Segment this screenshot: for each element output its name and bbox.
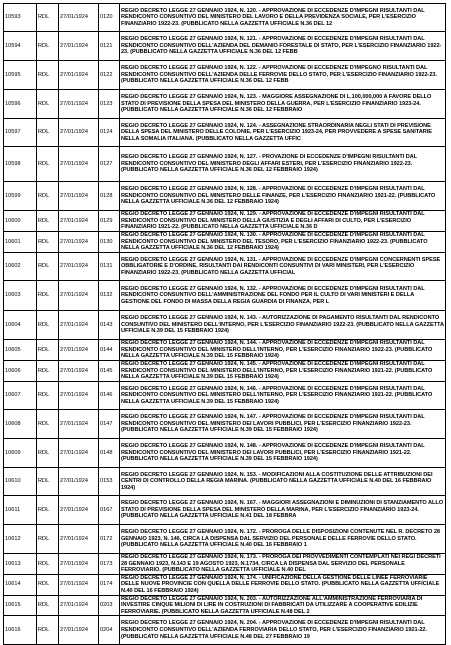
act-page: 0131 [99,253,120,281]
record-number: 10615 [4,595,37,616]
act-page: 0146 [99,382,120,410]
record-number: 10609 [4,439,37,468]
act-title: REGIO DECRETO LEGGE 27 GENNAIO 1924, N. 203. - AUTORIZZAZIONE ALL'AMMINISTRAZIONE FERROVIARIA DI INVESTIRE CINQUE MILIONI DI LIRE IN COSTRUZIONI DI FABBRICATI DA UTILIZZARE A COOPERATIVE EDILIZIE FERROVIARIE. (PUBBLICATO NELLA GAZZETTA UFFICIALE N.48 DEL 2 [120,595,446,616]
act-page: 0167 [99,496,120,525]
table-row [4,361,446,382]
act-title: REGIO DECRETO LEGGE 27 GENNAIO 1924, N. 120. - APPROVAZIONE DI ECCEDENZE D'IMPEGNI RISULTANTI DAL RENDICONTO CONSUNTIVO DEL MINISTERO DEL LAVORO E DELLA PREVIDENZA SOCIALE, PER L'ESERCIZIO FINANZIARIO 1922-23. (PUBBLICATO NELLA GAZZETTA UFFICIALE N.36 DEL 12 [120,4,446,32]
act-title: REGIO DECRETO LEGGE 27 GENNAIO 1924, N. 122. - APPROVAZIONE DI ECCEDENZE D'IMPEGNO RISULTANTI DAL RENDICONTO CONSUNTIVO DELL'AZIENDA DELLE FERROVIE DELLO STATO, PER L'ESERCIZIO FINANZIARIO 1922-23. (PUBBLICATO NELLA GAZZETTA UFFICIALE N.36 DEL 12 FEBB [120,61,446,90]
record-number: 10597 [4,119,37,147]
act-date: 27/01/1924 [59,525,99,554]
act-page: 0204 [99,616,120,645]
act-title: REGIO DECRETO LEGGE 27 GENNAIO 1924, N. 127. - PROVAZIONE DI ECCEDENZE D'IMPEGNI RISULTANTI DAL RENDICONTO CONSUNTIVO DEL MINISTERO DEGLI AFFARI ESTERI, PER L'ESERCIZIO FINANZIARIO 1922-23. (PUBBLICATO NELLA GAZZETTA UFFICIALE N.36 DEL 12 FEBBRAIO 1924) [120,147,446,182]
act-date: 27/01/1924 [59,32,99,61]
act-title: REGIO DECRETO LEGGE 27 GENNAIO 1924, N. 167. - MAGGIORI ASSEGNAZIONI E DIMINUZIONI DI STANZIAMENTO ALLO STATO DI PREVISIONE DELLA SPESA DEL MINISTERO DELLA MARINA, PER L'ESERCIZIO FINANZIARIO 1923-24. (PUBBLICATO NELLA GAZZETTA UFFICIALE N.41 DEL 18 FEBBRA [120,496,446,525]
act-page: 0132 [99,281,120,311]
table-row [4,616,446,645]
act-title: REGIO DECRETO LEGGE 27 GENNAIO 1924, N. 145. - APPROVAZIONE DI ECCEDENZE D'IMPEGNI RISULTANTI DAL RENDICONTO CONSUNTIVO DEL MINISTERO DELL'INTERNO, PER L'ESERCIZIO FINANZIARIO 1921-22. (PUBBLICATO NELLA GAZZETTA UFFICIALE N.39 DEL 15 FEBBRAIO 1924) [120,361,446,382]
act-page: 0148 [99,439,120,468]
act-type: RDL [37,4,59,32]
table-row [4,32,446,61]
table-row [4,554,446,575]
act-title: REGIO DECRETO LEGGE 27 GENNAIO 1924, N. 131. - APPROVAZIONE DI ECCEDENZE D'IMPEGNI CONCERNENTI SPESE OBBLIGATORIE E D'ORDINE, RISULTANTI DAI RENDICONTI CONSUNTIVI DI VARI MINISTERI, PER L'ESERCIZIO FINANZIARIO 1922-23. (PUBBLICATO NELLA GAZZETTA UFFICIAL [120,253,446,281]
act-type: RDL [37,211,59,232]
act-date: 27/01/1924 [59,281,99,311]
act-type: RDL [37,311,59,340]
act-type: RDL [37,410,59,439]
act-title: REGIO DECRETO LEGGE 27 GENNAIO 1924, N. 174. - UNIFICAZIONE DELLA GESTIONE DELLE LINEE FERROVIARIE DELLE NUOVE PROVINCIE CON QUELLA DELLE FERROVIE DELLO STATO. (PUBBLICATO NELLA GAZZETTA UFFICIALE N.40 DEL 16 FEBBRAIO 1924) [120,574,446,595]
act-page: 0129 [99,211,120,232]
table-row [4,340,446,361]
act-type: RDL [37,119,59,147]
act-date: 27/01/1924 [59,311,99,340]
act-date: 27/01/1924 [59,340,99,361]
act-page: 0124 [99,119,120,147]
record-number: 10596 [4,90,37,119]
act-title: REGIO DECRETO LEGGE 27 GENNAIO 1924, N. 172. - PROROGA DELLE DISPOSIZIONI CONTENUTE NEL R. DECRETO 28 GENNAIO 1923, N. 146, CIRCA LA DISPENSA DAL SERVIZIO DEL PERSONALE DELLE FERROVIE DELLO STATO. (PUBBLICATO NELLA GAZZETTA UFFICIALE N.40 DEL 16 FEBBRAIO 1 [120,525,446,554]
act-type: RDL [37,525,59,554]
act-type: RDL [37,554,59,575]
table-row [4,496,446,525]
act-date: 27/01/1924 [59,616,99,645]
table-row [4,232,446,253]
act-page: 0203 [99,595,120,616]
act-type: RDL [37,232,59,253]
act-type: RDL [37,382,59,410]
record-number: 10601 [4,232,37,253]
record-number: 10610 [4,468,37,496]
act-page: 0128 [99,182,120,211]
act-page: 0121 [99,32,120,61]
table-row [4,574,446,595]
table-row [4,61,446,90]
record-number: 10594 [4,32,37,61]
act-page: 0127 [99,147,120,182]
act-date: 27/01/1924 [59,90,99,119]
table-row [4,439,446,468]
act-title: REGIO DECRETO LEGGE 27 GENNAIO 1924, N. 128. - APPROVAZIONE DI ECCEDENZE D'IMPEGNI RISULTANTI DAL RENDICONTO CONSUNTIVO DEL MINISTERO DELLE FINANZE, PER L'ESERCIZIO FINANZIARIO 1921-22. (PUBBLICATO NELLA GAZZETTA UFFICIALE N.36 DEL 12 FEBBRAIO 1924) [120,182,446,211]
act-type: RDL [37,182,59,211]
table-row [4,595,446,616]
record-number: 10604 [4,311,37,340]
act-type: RDL [37,90,59,119]
table-row [4,147,446,182]
act-page: 0145 [99,361,120,382]
act-date: 27/01/1924 [59,182,99,211]
act-date: 27/01/1924 [59,410,99,439]
table-row [4,90,446,119]
act-type: RDL [37,595,59,616]
act-date: 27/01/1924 [59,439,99,468]
act-title: REGIO DECRETO LEGGE 27 GENNAIO 1924, N. 121. - APPROVAZIONE DI ECCEDENZE D'IMPEGNI RISULTANTI DAL RENDICONTO CONSUNTIVO DELL'AZIENDA DEL DEMANIO FORESTALE DI STATO, PER L'ESERCIZIO FINANZIARIO 1922-23. (PUBBLICATO NELLA GAZZETTA UFFICIALE N.36 DEL 12 FEBB [120,32,446,61]
act-type: RDL [37,147,59,182]
act-date: 27/01/1924 [59,468,99,496]
record-number: 10603 [4,281,37,311]
table-row [4,468,446,496]
record-number: 10607 [4,382,37,410]
act-title: REGIO DECRETO LEGGE 27 GENNAIO 1924, N. 143. - AUTORIZZAZIONE DI PAGAMENTO RISULTANTI DAL RENDICONTO CONSUNTIVO DEL MINISTERO DELL'INTERNO, PER L'ESERCIZIO FINANZIARIO 1922-23. (PUBBLICATO NELLA GAZZETTA UFFICIALE N.39 DEL 15 FEBBRAIO 1924) [120,311,446,340]
act-title: REGIO DECRETO LEGGE 27 GENNAIO 1924, N. 146. - APPROVAZIONE DI ECCEDENZE D'IMPEGNI RISULTANTI DAL RENDICONTO CONSUNTIVO DEL MINISTERO DELL'INTERNO, PER L'ESERCIZIO FINANZIARIO 1921-22. (PUBBLICATO NELLA GAZZETTA UFFICIALE N.39 DEL 15 FEBBRAIO 1924) [120,382,446,410]
act-title: REGIO DECRETO LEGGE 27 GENNAIO 1924, N. 132. - APPROVAZIONE DI ECCEDENZE D'IMPEGNI RISULTANTI DAL RENDICONTO CONSUNTIVO DELL'AMMINISTRAZIONE DEL FONDO PER IL CULTO DI VARI MINISTERI E DELLA GESTIONE DEL FONDO DI MASSA DELLA REGIA GUARDIA DI FINANZA, PER L [120,281,446,311]
record-number: 10599 [4,182,37,211]
act-page: 0122 [99,61,120,90]
act-title: REGIO DECRETO LEGGE 27 GENNAIO 1924, N. 153. - MODIFICAZIONI ALLA COSTITUZIONE DELLE ATTRIBUZIONI DEI CENTRI DI CONTROLLO DELLA REGIA MARINA. (PUBBLICATO NELLA GAZZETTA UFFICIALE N.40 DEL 16 FEBBRAIO 1924) [120,468,446,496]
act-date: 27/01/1924 [59,595,99,616]
table-row [4,211,446,232]
table-row [4,4,446,32]
record-number: 10608 [4,410,37,439]
act-page: 0143 [99,311,120,340]
act-title: REGIO DECRETO LEGGE 27 GENNAIO 1924, N. 173. - PROROGA DEI PROVVEDIMENTI CONTEMPLATI NEI REGI DECRETI 28 GENNAIO 1923, N.143 E 19 AGOSTO 1923, N.1734, CIRCA LA DISPENSA DAL SERVIZIO DEL PERSONALE FERROVIARIO. (PUBBLICATO NELLA GAZZETTA UFFICIALE N.40 DEL [120,554,446,575]
act-title: REGIO DECRETO LEGGE 27 GENNAIO 1924, N. 123. - MAGGIORE ASSEGNAZIONE DI L.100,000,000 A FAVORE DELLO STATO DI PREVISIONE DELLA SPESA DEL MINISTERO DELLA GUERRA, PER L'ESERCIZIO FINANZIARIO 1923-24. (PUBBLICATO NELLA GAZZETTA UFFICIALE N.36 DEL 12 FEBBRAIO [120,90,446,119]
act-title: REGIO DECRETO LEGGE 27 GENNAIO 1924, N. 147. - APPROVAZIONE DI ECCEDENZE D'IMPEGNI RISULTANTI DAL RENDICONTO CONSUNTIVO DEL MINISTERO DEI LAVORI PUBBLICI, PER L'ESERCIZIO FINANZIARIO 1922-23. (PUBBLICATO NELLA GAZZETTA UFFICIALE N.39 DEL 15 FEBBRAIO 1924) [120,410,446,439]
act-date: 27/01/1924 [59,361,99,382]
table-row [4,525,446,554]
act-type: RDL [37,574,59,595]
act-date: 27/01/1924 [59,382,99,410]
act-date: 27/01/1924 [59,119,99,147]
act-title: REGIO DECRETO LEGGE 27 GENNAIO 1924, N. 129. - APPROVAZIONE DI ECCEDENZE D'IMPEGNI RISULTANTI DAL RENDICONTO CONSUNTIVO DEL MINISTERO DELLA GIUSTIZIA E DEGLI AFFARI DI CULTO, PER L'ESERCIZIO FINANZIARIO 1921-22. (PUBBLICATO NELLA GAZZETTA UFFICIALE N.36 D [120,211,446,232]
record-number: 10598 [4,147,37,182]
act-page: 0147 [99,410,120,439]
table-row [4,281,446,311]
act-date: 27/01/1924 [59,232,99,253]
act-title: REGIO DECRETO LEGGE 27 GENNAIO 1924, N. 148. - APPROVAZIONE DI ECCEDENZE D'IMPEGNI RISULTANTI DAL RENDICONTO CONSUNTIVO DEL MINISTERO DEI LAVORI PUBBLICI, PER L'ESERCIZIO FINANZIARIO 1921-22. (PUBBLICATO NELLA GAZZETTA UFFICIALE N.39 DEL 15 FEBBRAIO 1924) [120,439,446,468]
table-row [4,182,446,211]
act-date: 27/01/1924 [59,574,99,595]
act-page: 0120 [99,4,120,32]
act-type: RDL [37,468,59,496]
record-number: 10614 [4,574,37,595]
act-type: RDL [37,340,59,361]
act-type: RDL [37,61,59,90]
act-type: RDL [37,496,59,525]
act-type: RDL [37,616,59,645]
act-date: 27/01/1924 [59,61,99,90]
act-title: REGIO DECRETO LEGGE 27 GENNAIO 1924, N. 144. - APPROVAZIONE DI ECCEDENZE D'IMPEGNI RISULTANTI DAL RENDICONTO CONSUNTIVO DEL MINISTERO DELL'INTERNO, PER L'ESERCIZIO FINANZIARIO 1922-23. (PUBBLICATO NELLA GAZZETTA UFFICIALE N.39 DEL 15 FEBBRAIO 1924) [120,340,446,361]
act-type: RDL [37,253,59,281]
act-date: 27/01/1924 [59,211,99,232]
table-row [4,253,446,281]
act-page: 0172 [99,525,120,554]
record-number: 10613 [4,554,37,575]
act-page: 0174 [99,574,120,595]
act-date: 27/01/1924 [59,496,99,525]
table-row [4,410,446,439]
act-page: 0173 [99,554,120,575]
record-number: 10593 [4,4,37,32]
act-type: RDL [37,281,59,311]
act-title: REGIO DECRETO LEGGE 27 GENNAIO 1924, N. 124. - ASSEGNAZIONE STRAORDINARIA NEGLI STATI DI PREVISIONE DELLA SPESA DEL MINISTERO DELLE COLONIE, PER L'ESERCIZIO 1923-24, PER PROVVEDERE A SPESE SANITARIE NELLA SOMALIA ITALIANA. (PUBBLICATO NELLA GAZZETTA UFFIC [120,119,446,147]
record-number: 10606 [4,361,37,382]
record-number: 10605 [4,340,37,361]
table-row [4,119,446,147]
act-page: 0130 [99,232,120,253]
record-number: 10602 [4,253,37,281]
act-title: REGIO DECRETO LEGGE 27 GENNAIO 1924, N. 130. - APPROVAZIONE DI ECCEDENZE D'IMPEGNI RISULTANTI DAL RENDICONTO CONSUNTIVO DEL MINISTERO DEL TESORO, PER L'ESERCIZIO FINANZIARIO 1922-23. (PUBBLICATO NELLA GAZZETTA UFFICIALE N.36 DEL 12 FEBBRAIO 1924) [120,232,446,253]
act-type: RDL [37,361,59,382]
record-number: 10612 [4,525,37,554]
act-title: REGIO DECRETO LEGGE 27 GENNAIO 1924, N. 204. - APPROVAZIONE DI ECCEDENZE D'IMPEGNI RISULTANTI DAL RENDICONTO CONSUNTIVO DELL'AZIENDA FERROVIARIA DELLO STATO, PER L'ESERCIZIO FINANZIARIO 1921-22. (PUBBLICATO NELLA GAZZETTA UFFICIALE N.48 DEL 27 FEBBRAIO 19 [120,616,446,645]
decree-table-body [4,4,446,645]
act-type: RDL [37,32,59,61]
record-number: 10616 [4,616,37,645]
act-page: 0153 [99,468,120,496]
decree-table [3,3,446,645]
act-date: 27/01/1924 [59,4,99,32]
act-date: 27/01/1924 [59,554,99,575]
record-number: 10600 [4,211,37,232]
act-page: 0144 [99,340,120,361]
act-date: 27/01/1924 [59,253,99,281]
record-number: 10611 [4,496,37,525]
act-date: 27/01/1924 [59,147,99,182]
record-number: 10595 [4,61,37,90]
act-page: 0123 [99,90,120,119]
act-type: RDL [37,439,59,468]
table-row [4,382,446,410]
table-row [4,311,446,340]
